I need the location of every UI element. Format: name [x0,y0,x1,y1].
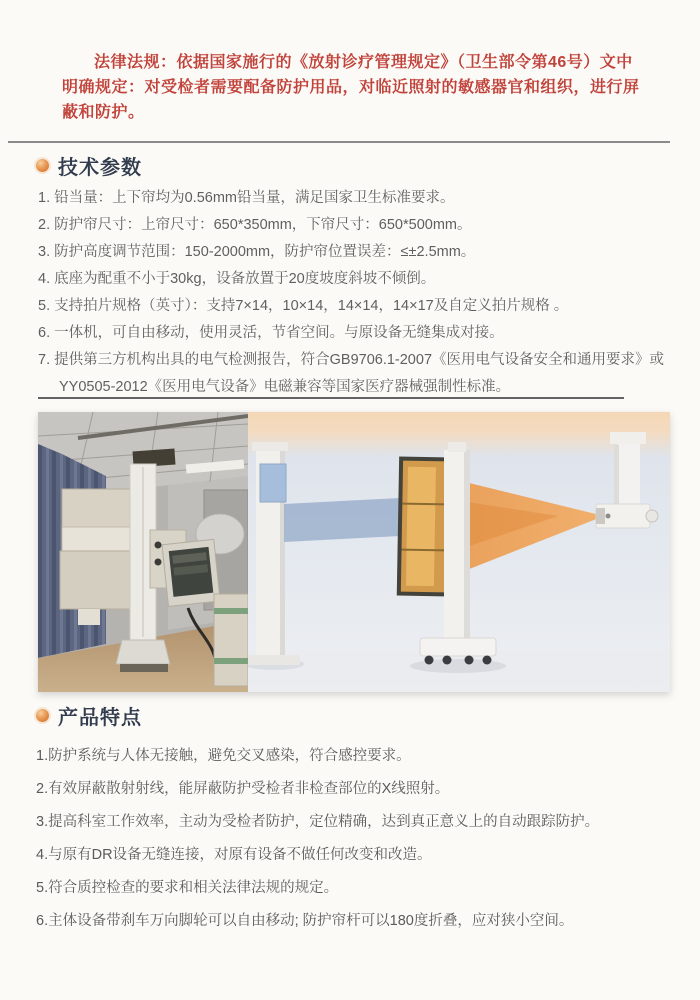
section-bullet-icon [36,159,49,172]
installation-room-photo-drawing [38,412,248,692]
section-bullet-icon [36,709,49,722]
product-feature-item: 1.防护系统与人体无接触，避免交叉感染，符合感控要求。 [36,748,411,764]
product-image-strip [38,412,670,692]
features-section-header [36,701,142,730]
tech-spec-item: 5. 支持拍片规格（英寸）：支持7×14，10×14，14×14，14×17及自定义拍片规格 。 [38,298,569,314]
legal-notice-text: 法律法规：依据国家施行的《放射诊疗管理规定》（卫生部令第46号）文中明确规定：对受检者需要配备防护用品，对临近照射的敏感器官和组织，进行屏蔽和防护。 [62,54,640,121]
tech-spec-item: 7. 提供第三方机构出具的电气检测报告，符合GB9706.1-2007《医用电气设备安全和通用要求》或YY0505-2012《医用电气设备》电磁兼容等国家医疗器械强制性标准。 [38,352,665,395]
tech-spec-item: 6. 一体机，可自由移动，使用灵活，节省空间。与原设备无缝集成对接。 [38,325,504,341]
xray-beam-render-drawing [248,412,670,692]
product-feature-item: 3.提高科室工作效率，主动为受检者防护，定位精确，达到真正意义上的自动跟踪防护。 [36,814,600,830]
product-feature-item: 2.有效屏蔽散射射线，能屏蔽防护受检者非检查部位的X线照射。 [36,781,450,797]
installation-room-photo [38,412,248,692]
product-feature-item: 5.符合质控检查的要求和相关法律法规的规定。 [36,880,339,896]
xray-beam-protection-render [248,412,670,692]
product-feature-item: 6.主体设备带刹车万向脚轮可以自由移动; 防护帘杆可以180度折叠，应对狭小空间。 [36,913,574,929]
tech-spec-item: 2. 防护帘尺寸：上帘尺寸：650*350mm，下帘尺寸：650*500mm。 [38,217,472,233]
product-feature-item: 4.与原有DR设备无缝连接，对原有设备不做任何改变和改造。 [36,847,432,863]
features-section-title: 产品特点 [58,707,142,729]
tech-spec-list [38,185,672,401]
top-divider-line [8,141,670,143]
tech-section-title: 技术参数 [58,157,142,179]
list-bottom-divider-line [38,397,624,399]
product-features-list [36,740,672,938]
tech-spec-item: 3. 防护高度调节范围：150-2000mm，防护帘位置误差：≤±2.5mm。 [38,244,476,260]
tech-spec-item: 4. 底座为配重不小于30kg，设备放置于20度坡度斜坡不倾倒。 [38,271,436,287]
tech-section-header [36,151,142,180]
tech-spec-item: 1. 铅当量：上下帘均为0.56mm铅当量，满足国家卫生标准要求。 [38,190,455,206]
